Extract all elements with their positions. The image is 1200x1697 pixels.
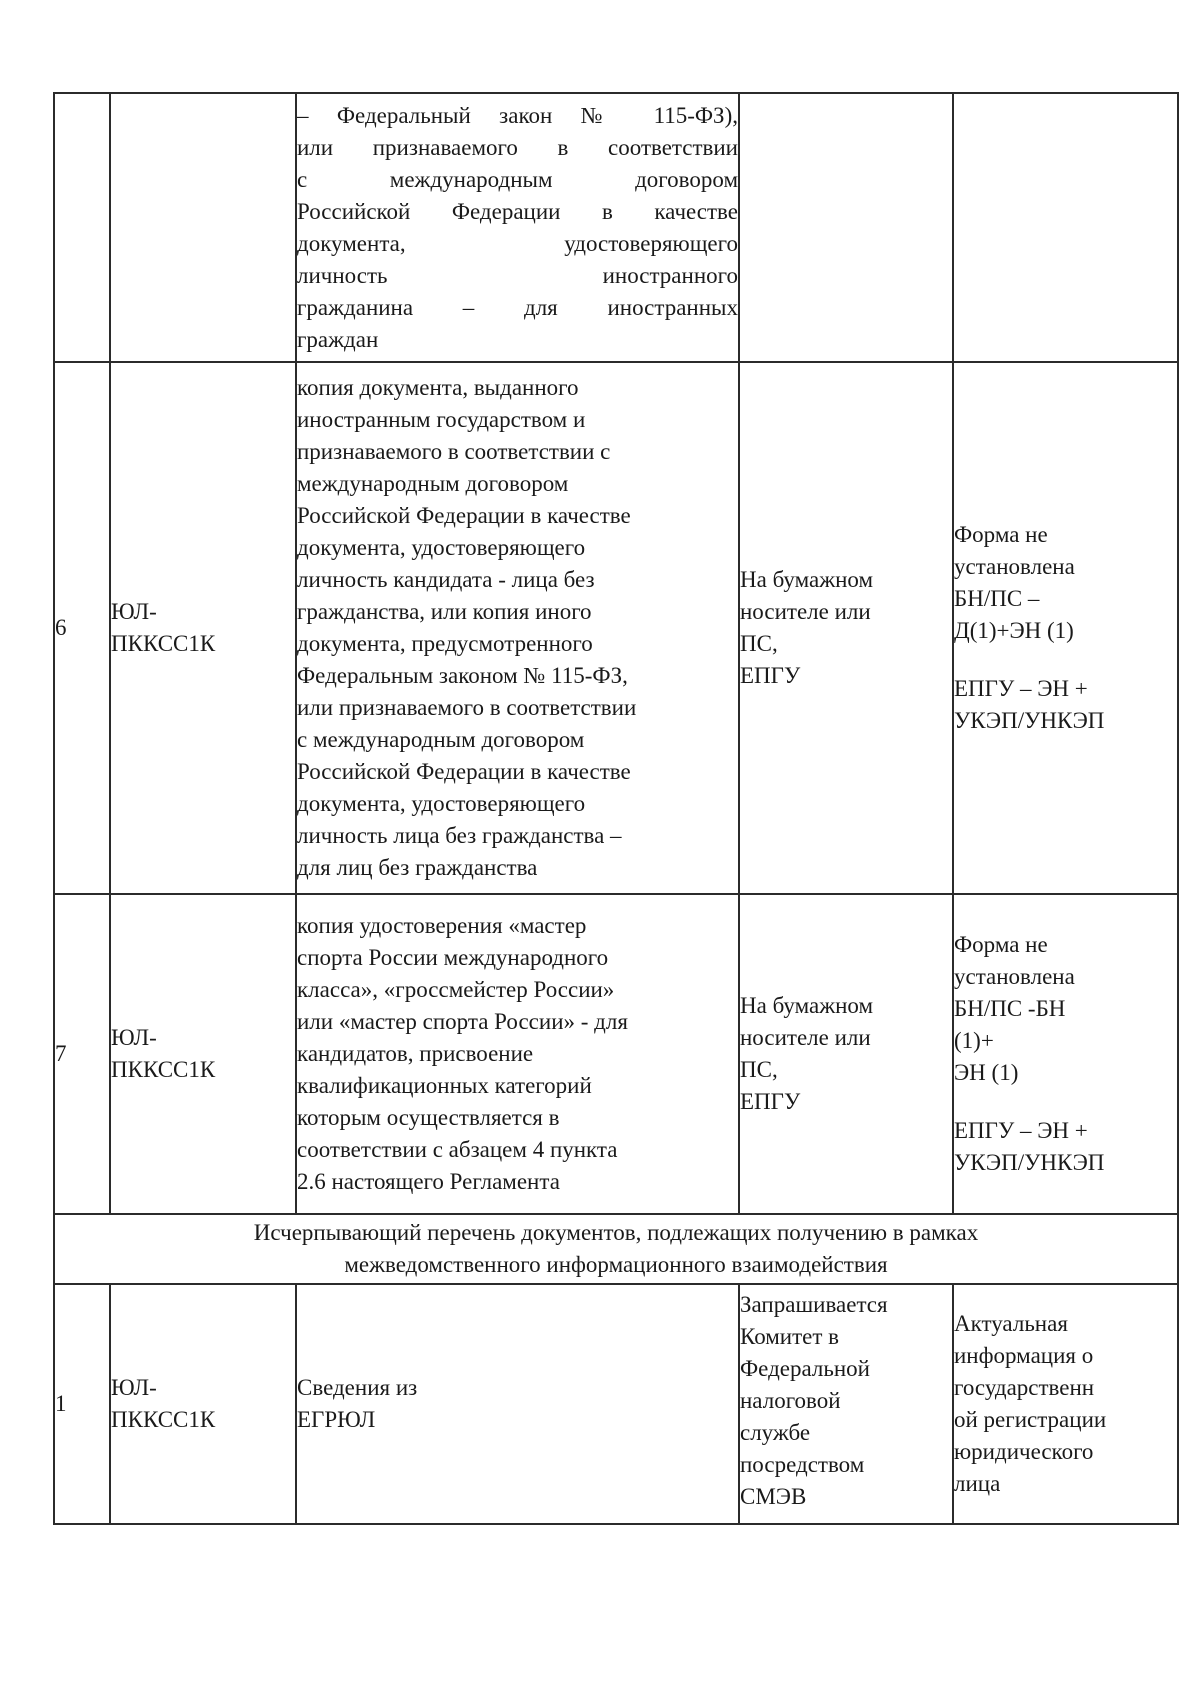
description-line: Федеральным законом № 115-ФЗ, <box>297 663 628 688</box>
table-row <box>54 894 1178 1214</box>
code-cell <box>110 362 296 894</box>
form-line: ЕПГУ – ЭН + <box>954 676 1088 701</box>
code-cell <box>110 1284 296 1524</box>
description-line: признаваемого в соответствии с <box>297 439 611 464</box>
method-line: носителе или <box>740 1025 871 1050</box>
form-line: установлена <box>954 964 1075 989</box>
description-line: документа, удостоверяющего <box>297 791 586 816</box>
form-line: установлена <box>954 554 1075 579</box>
description-line: с международным договором <box>297 166 738 192</box>
form-cell <box>953 362 1178 894</box>
method-line: ЕПГУ <box>740 663 801 688</box>
method-line: ПС, <box>740 631 778 656</box>
description-line: которым осуществляется в <box>297 1105 560 1130</box>
form-line: УКЭП/УНКЭП <box>954 1150 1105 1175</box>
row-number: 6 <box>54 362 110 894</box>
description-cell <box>296 1284 739 1524</box>
description-line: документа, удостоверяющего <box>297 230 738 256</box>
row-number-cell <box>54 93 110 362</box>
method-line: носителе или <box>740 599 871 624</box>
description-line: гражданства, или копия иного <box>297 599 592 624</box>
method-cell <box>739 894 953 1214</box>
method-line: ПС, <box>740 1057 778 1082</box>
method-line: Комитет в <box>740 1324 840 1349</box>
description-line: для лиц без гражданства <box>297 855 538 880</box>
row-number: 7 <box>54 894 110 1214</box>
code-line: ЮЛ- <box>111 1025 157 1050</box>
form-line: Актуальная <box>954 1311 1068 1336</box>
code-line: ПККСС1К <box>111 1057 216 1082</box>
description-line: копия документа, выданного <box>297 375 579 400</box>
description-cell <box>296 362 739 894</box>
form-gap <box>954 1089 1177 1115</box>
description-line: Сведения из <box>297 1375 418 1400</box>
form-line: БН/ПС -БН <box>954 996 1066 1021</box>
form-line: ой регистрации <box>954 1407 1107 1432</box>
description-line: 2.6 настоящего Регламента <box>297 1169 560 1194</box>
code-line: ПККСС1К <box>111 631 216 656</box>
description-line: ЕГРЮЛ <box>297 1407 376 1432</box>
form-gap <box>954 647 1177 673</box>
code-cell <box>110 93 296 362</box>
method-line: посредством <box>740 1452 865 1477</box>
description-line: соответствии с абзацем 4 пункта <box>297 1137 618 1162</box>
description-line: личность кандидата - лица без <box>297 567 595 592</box>
description-line: кандидатов, присвоение <box>297 1041 534 1066</box>
description-line: международным договором <box>297 471 569 496</box>
form-line: Форма не <box>954 522 1048 547</box>
method-line: службе <box>740 1420 811 1445</box>
form-line: ЭН (1) <box>954 1060 1019 1085</box>
method-line: СМЭВ <box>740 1484 807 1509</box>
description-line: документа, предусмотренного <box>297 631 593 656</box>
code-cell <box>110 894 296 1214</box>
form-line: УКЭП/УНКЭП <box>954 708 1105 733</box>
method-cell <box>739 93 953 362</box>
form-line: ЕПГУ – ЭН + <box>954 1118 1088 1143</box>
form-line: лица <box>954 1471 1001 1496</box>
description-line: личность иностранного <box>297 262 738 288</box>
form-line: государственн <box>954 1375 1095 1400</box>
method-cell <box>739 1284 953 1524</box>
method-line: ЕПГУ <box>740 1089 801 1114</box>
method-line: Запрашивается <box>740 1292 888 1317</box>
form-cell <box>953 1284 1178 1524</box>
description-line: гражданина – для иностранных <box>297 294 738 320</box>
description-line: Российской Федерации в качестве <box>297 503 631 528</box>
form-line: Форма не <box>954 932 1048 957</box>
code-line: ЮЛ- <box>111 1375 157 1400</box>
form-cell <box>953 894 1178 1214</box>
documents-table <box>53 92 1179 1525</box>
table-row-continuation <box>54 93 1178 362</box>
code-line: ЮЛ- <box>111 599 157 624</box>
description-line: копия удостоверения «мастер <box>297 913 587 938</box>
row-number: 1 <box>54 1284 110 1524</box>
method-line: На бумажном <box>740 993 874 1018</box>
description-line: с международным договором <box>297 727 585 752</box>
method-line: налоговой <box>740 1388 841 1413</box>
description-line: документа, удостоверяющего <box>297 535 586 560</box>
code-line: ПККСС1К <box>111 1407 216 1432</box>
form-cell <box>953 93 1178 362</box>
description-cell <box>296 894 739 1214</box>
description-line: или признаваемого в соответствии <box>297 695 637 720</box>
description-line: Российской Федерации в качестве <box>297 759 631 784</box>
description-line: спорта России международного <box>297 945 609 970</box>
description-line: Российской Федерации в качестве <box>297 198 738 224</box>
form-line: БН/ПС – <box>954 586 1040 611</box>
method-cell <box>739 362 953 894</box>
description-line: граждан <box>297 326 379 352</box>
form-line: (1)+ <box>954 1028 994 1053</box>
description-line: или «мастер спорта России» - для <box>297 1009 628 1034</box>
method-line: Федеральной <box>740 1356 870 1381</box>
section-header <box>54 1214 1178 1284</box>
description-line: личность лица без гражданства – <box>297 823 622 848</box>
section-header-line: межведомственного информационного взаимодействия <box>344 1252 888 1277</box>
description-line: – Федеральный закон № 115-ФЗ), <box>297 102 738 128</box>
description-line: иностранным государством и <box>297 407 586 432</box>
description-cell <box>296 93 739 362</box>
table-row <box>54 362 1178 894</box>
description-line: класса», «гроссмейстер России» <box>297 977 615 1002</box>
table-row <box>54 1284 1178 1524</box>
description-line: или признаваемого в соответствии <box>297 134 738 160</box>
section-header-line: Исчерпывающий перечень документов, подлежащих получению в рамках <box>253 1220 979 1245</box>
form-line: Д(1)+ЭН (1) <box>954 618 1074 643</box>
section-header-row <box>54 1214 1178 1284</box>
form-line: информация о <box>954 1343 1094 1368</box>
method-line: На бумажном <box>740 567 874 592</box>
form-line: юридического <box>954 1439 1094 1464</box>
description-line: квалификационных категорий <box>297 1073 592 1098</box>
